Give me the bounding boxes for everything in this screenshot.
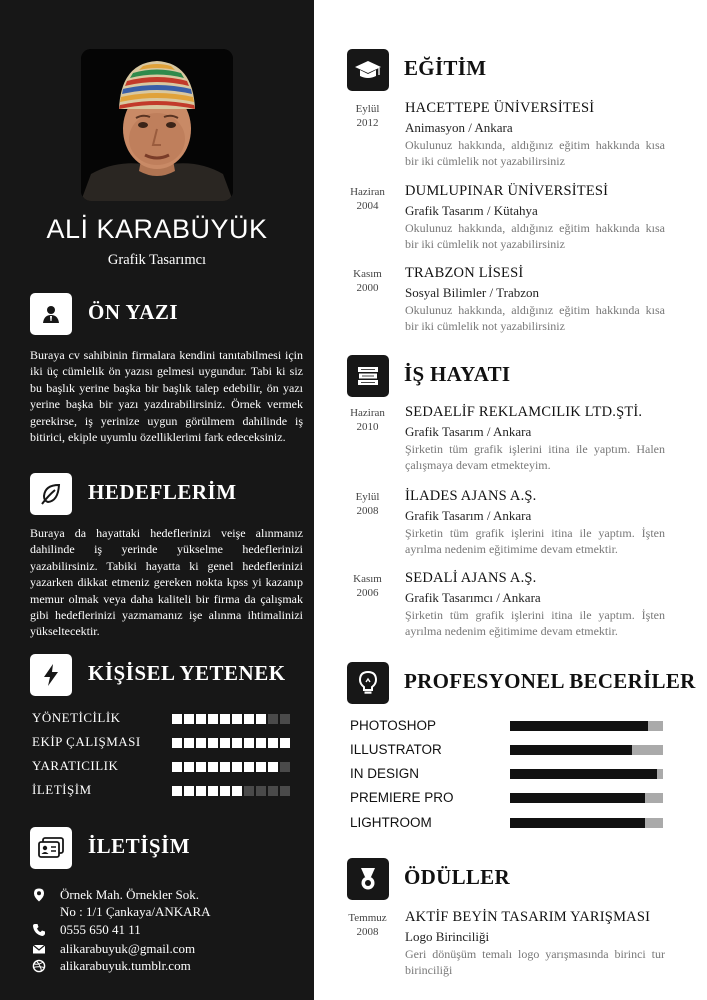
meter-square-filled	[232, 762, 242, 772]
meter-square-filled	[184, 762, 194, 772]
meter-square-filled	[196, 714, 206, 724]
entry-date	[340, 185, 395, 213]
entry-title: TRABZON LİSESİ	[405, 265, 524, 281]
meter-square-filled	[208, 762, 218, 772]
entry-year: 2006	[356, 587, 379, 599]
pro-skill-bar-track	[510, 793, 663, 803]
meter-square-filled	[196, 738, 206, 748]
meter-square-empty	[280, 786, 290, 796]
entry-month: Temmuz	[348, 912, 387, 924]
personal-skill-row	[32, 734, 302, 752]
meter-square-filled	[172, 786, 182, 796]
meter-square-filled	[256, 738, 266, 748]
section-title: ÖN YAZI	[88, 300, 179, 324]
pro-skill-bar-fill	[510, 769, 657, 779]
entry-year: 2008	[356, 926, 379, 938]
entry-description: Okulunuz hakkında, aldığınız eğitim hakkında kısa bir iki cümlelik not yazabilirsiniz	[405, 138, 665, 168]
entry-year: 2012	[356, 117, 379, 129]
section-heading-iletisim	[30, 827, 300, 869]
entry-description: Şirketin tüm grafik işlerini itina ile yaptım. Halen çalışmaya devam etmekteyim.	[405, 442, 665, 472]
section-heading-kisisel	[30, 654, 300, 696]
pro-skill-label: PREMIERE PRO	[350, 790, 454, 805]
pro-skill-label: PHOTOSHOP	[350, 718, 437, 733]
entry-subtitle: Grafik Tasarım / Kütahya	[405, 203, 538, 218]
entry-year: 2000	[356, 282, 379, 294]
personal-skill-label: YÖNETİCİLİK	[32, 710, 121, 725]
entry-subtitle: Sosyal Bilimler / Trabzon	[405, 285, 539, 300]
meter-square-empty	[256, 786, 266, 796]
personal-skill-label: YARATICILIK	[32, 758, 119, 773]
person-name: ALİ KARABÜYÜK	[46, 214, 268, 244]
entry-title: İLADES AJANS A.Ş.	[405, 488, 537, 504]
entry-date	[340, 572, 395, 600]
section-heading-profesyonel	[347, 662, 697, 704]
section-heading-egitim	[347, 49, 697, 91]
entry-date	[340, 490, 395, 518]
meter-square-filled	[208, 714, 218, 724]
meter-square-filled	[232, 714, 242, 724]
section-title: KİŞİSEL YETENEK	[88, 661, 286, 685]
entry-month: Haziran	[350, 407, 385, 419]
meter-square-filled	[220, 762, 230, 772]
section-title: İŞ HAYATI	[404, 362, 511, 386]
entry-year: 2004	[356, 200, 379, 212]
contact-card-icon	[30, 827, 72, 869]
pro-skill-bar-track	[510, 818, 663, 828]
meter-square-empty	[280, 762, 290, 772]
meter-square-filled	[244, 714, 254, 724]
entry-description: Şirketin tüm grafik işlerini itina ile yaptım. İşten ayrılma nedenim eğitimime devam etmektir.	[405, 526, 665, 556]
meter-square-filled	[280, 738, 290, 748]
email-address[interactable]: alikarabuyuk@gmail.com	[60, 941, 196, 956]
personal-skill-row	[32, 782, 302, 800]
personal-skill-label: EKİP ÇALIŞMASI	[32, 734, 141, 749]
pro-skill-bar-fill	[510, 745, 632, 755]
books-icon	[347, 355, 389, 397]
entry-title: AKTİF BEYİN TASARIM YARIŞMASI	[405, 909, 651, 925]
sidebar	[0, 0, 314, 1000]
meter-square-filled	[256, 762, 266, 772]
entry-year: 2008	[356, 505, 379, 517]
entry-subtitle: Grafik Tasarım / Ankara	[405, 424, 532, 439]
pro-skill-bar-fill	[510, 721, 648, 731]
entry-subtitle: Grafik Tasarım / Ankara	[405, 508, 532, 523]
meter-square-filled	[184, 786, 194, 796]
cover-letter-text: Buraya cv sahibinin firmalara kendini tanıtabilmesi için iki üç cümlelik ön yazısı gelmesi uygundur. Tabi ki siz bu başlık yerine başka bir başlık talep edebilir, ön yazı yerine başka bir yazı yazdırabilirsiniz. Örnek vermek gerekirse, iş yerinize uygun görülmem dahilinde iş bitirici, ekiple uyumlu özelliklerimi fark edeceksiniz.	[30, 348, 303, 445]
entry-month: Eylül	[355, 491, 380, 503]
personal-skill-meter	[172, 786, 290, 796]
phone-number[interactable]: 0555 650 41 11	[60, 922, 141, 937]
pro-skill-label: ILLUSTRATOR	[350, 742, 442, 757]
profile-photo	[81, 49, 233, 201]
meter-square-filled	[220, 738, 230, 748]
leaf-icon	[30, 473, 72, 515]
pro-skill-bar-fill	[510, 818, 645, 828]
pro-skill-row	[350, 741, 670, 759]
pro-skill-row	[350, 814, 670, 832]
website-link[interactable]: alikarabuyuk.tumblr.com	[60, 958, 191, 973]
meter-square-filled	[184, 738, 194, 748]
entry-subtitle: Logo Birinciliği	[405, 929, 490, 944]
personal-skill-row	[32, 758, 302, 776]
goals-text: Buraya da hayattaki hedeflerinizi veişe alınmanız dahilinde iş yerinde yükselme hedeflerinizi yazabilirsiniz. Tabiki hayatta ki genel hedeflerinizi yazarken dikkat etmeniz gereken nokta kpss yi kazanıp memur olmak veya daha kaliteli bir firma da çalışmak gibi hedeflerinizi yazmamanız işe alınma ihtimalinizi yükseltecektir.	[30, 526, 303, 639]
meter-square-empty	[244, 786, 254, 796]
pro-skill-row	[350, 789, 670, 807]
pro-skill-row	[350, 717, 670, 735]
meter-square-filled	[268, 738, 278, 748]
meter-square-filled	[256, 714, 266, 724]
meter-square-filled	[172, 762, 182, 772]
personal-skill-meter	[172, 714, 290, 724]
entry-description: Okulunuz hakkında, aldığınız eğitim hakkında kısa bir iki cümlelik not yazabilirsiniz	[405, 303, 665, 333]
personal-skill-meter	[172, 738, 290, 748]
pro-skill-bar-track	[510, 721, 663, 731]
entry-month: Kasım	[353, 573, 382, 585]
personal-skill-label: İLETİŞİM	[32, 782, 92, 797]
meter-square-filled	[232, 786, 242, 796]
section-heading-oduller	[347, 858, 697, 900]
section-title: ÖDÜLLER	[404, 865, 510, 889]
meter-square-filled	[232, 738, 242, 748]
entry-year: 2010	[356, 421, 379, 433]
section-heading-hedefler	[30, 473, 300, 515]
meter-square-filled	[220, 786, 230, 796]
meter-square-filled	[220, 714, 230, 724]
medal-icon	[347, 858, 389, 900]
meter-square-empty	[268, 786, 278, 796]
lightbulb-icon	[347, 662, 389, 704]
entry-month: Eylül	[355, 103, 380, 115]
personal-skill-row	[32, 710, 302, 728]
entry-description: Şirketin tüm grafik işlerini itina ile yaptım. İşten ayrılma nedenim eğitimime devam etmektir.	[405, 608, 665, 638]
entry-title: DUMLUPINAR ÜNİVERSİTESİ	[405, 183, 609, 199]
pro-skill-bar-track	[510, 769, 663, 779]
dribbble-globe-icon	[32, 959, 46, 973]
entry-subtitle: Grafik Tasarımcı / Ankara	[405, 590, 541, 605]
address-line-2: No : 1/1 Çankaya/ANKARA	[60, 904, 211, 919]
entry-date	[340, 102, 395, 130]
meter-square-filled	[196, 786, 206, 796]
bolt-icon	[30, 654, 72, 696]
phone-icon	[32, 923, 46, 937]
personal-skill-meter	[172, 762, 290, 772]
meter-square-filled	[172, 738, 182, 748]
pro-skill-label: LIGHTROOM	[350, 815, 432, 830]
entry-month: Haziran	[350, 186, 385, 198]
section-heading-ishayati	[347, 355, 697, 397]
entry-date	[340, 406, 395, 434]
address-line-1: Örnek Mah. Örnekler Sok.	[60, 887, 199, 902]
section-heading-onyazi	[30, 293, 300, 335]
pro-skill-bar-fill	[510, 793, 645, 803]
pro-skill-bar-track	[510, 745, 663, 755]
entry-month: Kasım	[353, 268, 382, 280]
meter-square-filled	[184, 714, 194, 724]
location-pin-icon	[32, 888, 46, 902]
meter-square-filled	[244, 762, 254, 772]
meter-square-filled	[196, 762, 206, 772]
entry-title: SEDAELİF REKLAMCILIK LTD.ŞTİ.	[405, 404, 643, 420]
pro-skill-label: IN DESIGN	[350, 766, 420, 781]
entry-date	[340, 267, 395, 295]
meter-square-empty	[268, 714, 278, 724]
section-title: HEDEFLERİM	[88, 480, 237, 504]
meter-square-filled	[208, 738, 218, 748]
entry-title: SEDALİ AJANS A.Ş.	[405, 570, 537, 586]
meter-square-filled	[244, 738, 254, 748]
entry-description: Okulunuz hakkında, aldığınız eğitim hakkında kısa bir iki cümlelik not yazabilirsiniz	[405, 221, 665, 251]
envelope-icon	[32, 942, 46, 956]
user-icon	[30, 293, 72, 335]
section-title: İLETİŞİM	[88, 834, 191, 858]
entry-title: HACETTEPE ÜNİVERSİTESİ	[405, 100, 595, 116]
section-title: EĞİTİM	[404, 56, 487, 80]
entry-subtitle: Animasyon / Ankara	[405, 120, 513, 135]
entry-description: Geri dönüşüm temalı logo yarışmasında birinci tur birinciliği	[405, 947, 665, 977]
graduation-cap-icon	[347, 49, 389, 91]
pro-skill-row	[350, 765, 670, 783]
section-title: PROFESYONEL BECERİLER	[404, 669, 696, 693]
meter-square-filled	[268, 762, 278, 772]
entry-date	[340, 911, 395, 939]
job-title: Grafik Tasarımcı	[107, 252, 207, 268]
meter-square-filled	[172, 714, 182, 724]
meter-square-filled	[208, 786, 218, 796]
meter-square-empty	[280, 714, 290, 724]
